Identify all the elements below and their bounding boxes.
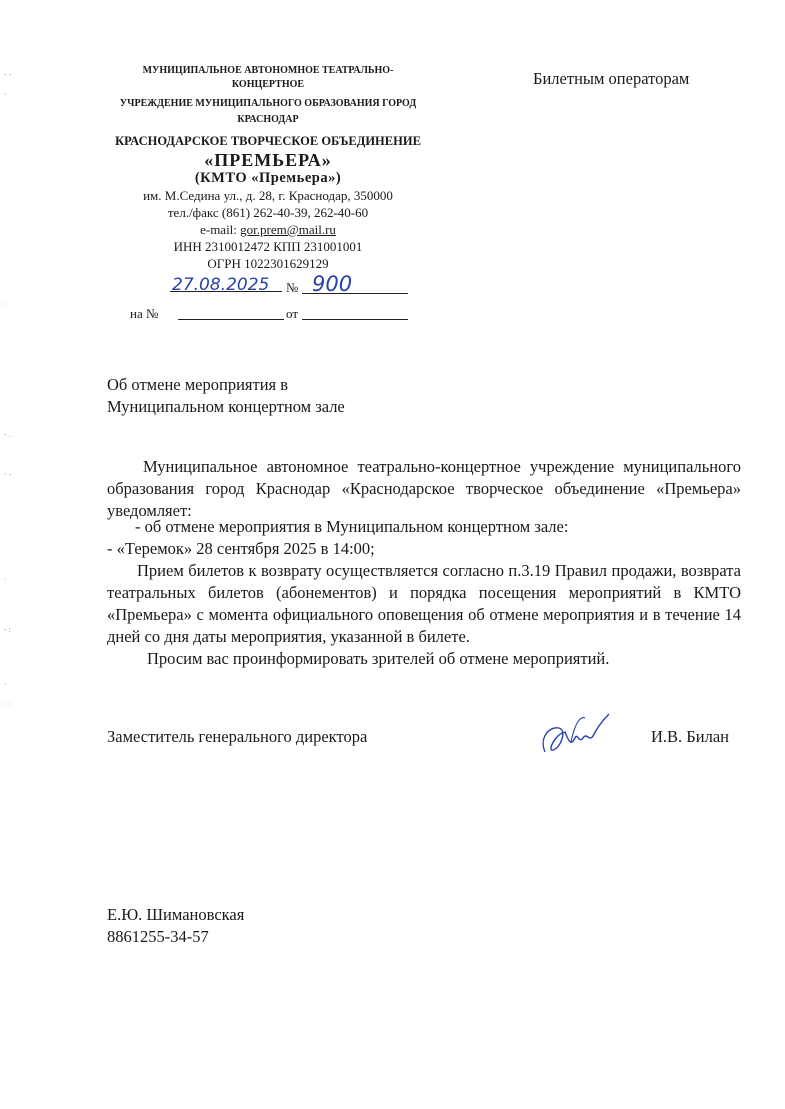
subject-line1: Об отмене мероприятия в	[107, 375, 289, 394]
recipient: Билетным операторам	[533, 69, 690, 88]
org-address: им. М.Седина ул., д. 28, г. Краснодар, 350000	[143, 188, 393, 203]
org-name-line4: КРАСНОДАР	[237, 114, 299, 125]
signatory-title: Заместитель генерального директора	[107, 727, 368, 746]
reference-number-line	[178, 307, 284, 320]
org-name-line1: МУНИЦИПАЛЬНОЕ АВТОНОМНОЕ ТЕАТРАЛЬНО-	[142, 65, 394, 76]
body-paragraph-event: - «Теремок» 28 сентября 2025 в 14:00;	[107, 539, 375, 558]
org-name-line2: КОНЦЕРТНОЕ	[231, 79, 305, 90]
signatory-name: И.В. Билан	[651, 727, 729, 746]
org-ogrn: ОГРН 1022301629129	[207, 256, 329, 271]
org-abbreviation: (КМТО «Премьера»)	[194, 170, 342, 186]
org-inn-kpp: ИНН 2310012472 КПП 231001001	[173, 239, 363, 254]
reference-date-line	[302, 307, 408, 320]
email-label: e-mail:	[200, 222, 241, 237]
contact-person: Е.Ю. Шимановская	[107, 905, 245, 924]
body-paragraph-request: Просим вас проинформировать зрителей об отмене мероприятий.	[147, 649, 610, 668]
body-paragraph-intro: Муниципальное автономное театрально-концертное учреждение муниципального образования город Краснодар «Краснодарское творческое объединение «Премьера» уведомляет:	[107, 457, 741, 520]
reference-label: на №	[130, 306, 159, 321]
handwritten-number: 900	[312, 272, 353, 296]
subject-line2: Муниципальном концертном зале	[107, 397, 345, 416]
handwritten-date: 27.08.2025	[172, 275, 270, 295]
org-name-line3: УЧРЕЖДЕНИЕ МУНИЦИПАЛЬНОГО ОБРАЗОВАНИЯ ГОРОД	[119, 98, 417, 109]
org-phone: тел./факс (861) 262-40-39, 262-40-60	[167, 205, 369, 220]
org-email-line	[108, 222, 428, 238]
body-paragraph-cancel: - об отмене мероприятия в Муниципальном концертном зале:	[135, 517, 569, 536]
number-label: №	[286, 280, 299, 295]
handwritten-signature	[535, 708, 615, 760]
body-paragraph-refund: Прием билетов к возврату осуществляется согласно п.3.19 Правил продажи, возврата театральных билетов (абонементов) и порядка посещения мероприятий в КМТО «Премьера» с момента официального оповещения об отмене мероприятия и в течение 14 дней со дня даты мероприятия, указанной в билете.	[107, 561, 741, 646]
org-short-name: КРАСНОДАРСКОЕ ТВОРЧЕСКОЕ ОБЪЕДИНЕНИЕ	[115, 134, 421, 148]
org-brand: «ПРЕМЬЕРА»	[204, 150, 332, 170]
email-link[interactable]: gor.prem@mail.ru	[240, 222, 336, 237]
reference-date-label: от	[286, 306, 299, 321]
contact-phone: 8861255-34-57	[107, 927, 209, 946]
